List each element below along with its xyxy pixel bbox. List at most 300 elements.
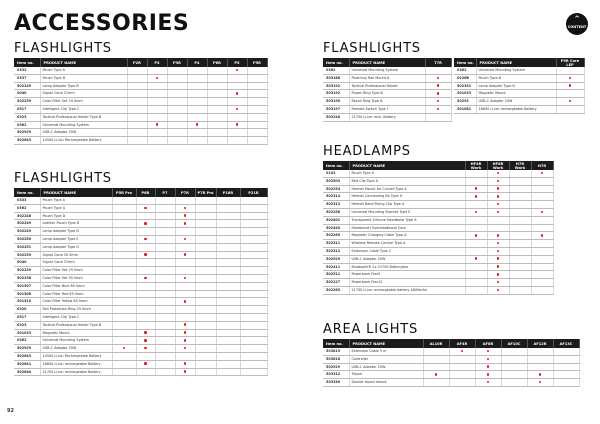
- compatible-dot-icon: [497, 257, 500, 260]
- table-row: [323, 263, 553, 271]
- compatibility-cell: [147, 67, 167, 74]
- compatibility-cell: [175, 243, 195, 251]
- compatibility-cell: [155, 345, 175, 353]
- compatible-dot-icon: [196, 123, 199, 126]
- compatibility-cell: [167, 98, 187, 106]
- content-button-label: CONTENT: [567, 25, 587, 29]
- compatibility-cell: [465, 177, 487, 185]
- table-row: [323, 255, 553, 263]
- table-row: [14, 290, 267, 298]
- item-number: 501507: [14, 282, 40, 290]
- table-row: [14, 137, 267, 145]
- compatible-dot-icon: [497, 242, 500, 245]
- compatibility-cell: [175, 282, 195, 290]
- compatibility-cell: [509, 247, 531, 255]
- compatibility-cell: [195, 197, 216, 204]
- table-header-row: [323, 161, 553, 170]
- compatible-dot-icon: [184, 222, 187, 225]
- compatibility-cell: [449, 363, 475, 371]
- compatibility-cell: [465, 247, 487, 255]
- compatibility-cell: [475, 379, 501, 387]
- compatible-dot-icon: [184, 323, 187, 326]
- compatibility-cell: [531, 224, 553, 232]
- compatibility-cell: [247, 121, 267, 129]
- compatible-dot-icon: [435, 373, 438, 376]
- column-header: HF4R Work: [465, 161, 487, 170]
- compatibility-cell: [175, 267, 195, 275]
- compatible-dot-icon: [144, 253, 147, 256]
- compatibility-cell: [175, 212, 195, 220]
- section-flashlights-3: [323, 40, 452, 122]
- compatibility-cell: [155, 337, 175, 345]
- item-number: 0362: [14, 121, 40, 129]
- item-number: 503248: [323, 113, 349, 121]
- compatibility-cell: [175, 274, 195, 282]
- compatibility-cell: [509, 279, 531, 287]
- compatibility-cell: [531, 185, 553, 193]
- compatibility-cell: [531, 263, 553, 271]
- compatibility-cell: [195, 337, 216, 345]
- product-name: USB-C Adapter 20W: [40, 345, 112, 353]
- item-number: 502263: [323, 286, 349, 294]
- column-header: AF13C: [553, 339, 579, 348]
- compatibility-cell: [240, 235, 267, 243]
- accessory-table: [323, 339, 580, 387]
- item-number: 502239: [14, 267, 40, 275]
- product-name: Pouch Type G: [40, 204, 112, 212]
- compatibility-cell: [195, 352, 216, 360]
- column-header: P3: [147, 58, 167, 67]
- column-header: T7R: [425, 58, 451, 67]
- section-title: AREA LIGHTS: [323, 322, 419, 337]
- product-name: Extension Cable 5 m: [349, 348, 423, 355]
- compatible-dot-icon: [497, 273, 500, 276]
- compatibility-cell: [112, 329, 136, 337]
- compatibility-cell: [195, 368, 216, 376]
- compatibility-cell: [207, 121, 227, 129]
- table-header-row: [14, 188, 267, 197]
- compatible-dot-icon: [123, 347, 126, 350]
- table-row: [14, 251, 267, 259]
- page-number: 92: [7, 408, 14, 414]
- compatibility-cell: [187, 121, 207, 129]
- compatibility-cell: [155, 290, 175, 298]
- compatibility-cell: [487, 208, 509, 216]
- column-header: Item no.: [323, 58, 349, 67]
- table-row: [14, 329, 267, 337]
- compatibility-cell: [449, 371, 475, 379]
- compatibility-cell: [195, 282, 216, 290]
- compatibility-cell: [155, 313, 175, 321]
- section-title: FLASHLIGHTS: [14, 171, 112, 186]
- compatibility-cell: [136, 197, 155, 204]
- table-row: [14, 306, 267, 314]
- accessory-table: [14, 188, 268, 376]
- product-name: Universal Mounting System: [40, 337, 112, 345]
- compatibility-cell: [487, 193, 509, 201]
- compatibility-cell: [216, 197, 240, 204]
- compatible-dot-icon: [184, 253, 187, 256]
- compatible-dot-icon: [539, 381, 542, 384]
- compatibility-cell: [112, 368, 136, 376]
- compatible-dot-icon: [144, 277, 147, 280]
- product-name: 14500 Li-ion Rechargeable Battery: [40, 352, 112, 360]
- compatibility-cell: [195, 329, 216, 337]
- compatibility-cell: [531, 286, 553, 294]
- item-number: 0362: [454, 67, 476, 74]
- table-row: [14, 274, 267, 282]
- compatibility-cell: [216, 345, 240, 353]
- compatibility-cell: [175, 329, 195, 337]
- compatibility-cell: [227, 105, 247, 113]
- product-name: USB-C Adapter 20W: [476, 98, 556, 106]
- compatibility-cell: [531, 193, 553, 201]
- compatibility-cell: [216, 329, 240, 337]
- compatibility-cell: [465, 201, 487, 209]
- compatibility-cell: [112, 274, 136, 282]
- compatible-dot-icon: [184, 207, 187, 210]
- product-name: Tactical Professional Holder: [349, 82, 425, 90]
- compatibility-cell: [195, 290, 216, 298]
- compatible-dot-icon: [156, 77, 159, 80]
- compatibility-cell: [216, 243, 240, 251]
- compatibility-cell: [147, 98, 167, 106]
- compatible-dot-icon: [497, 180, 500, 183]
- compatible-dot-icon: [487, 350, 490, 353]
- compatibility-cell: [207, 113, 227, 121]
- compatibility-cell: [195, 298, 216, 306]
- column-header: P6R: [207, 58, 227, 67]
- compatibility-cell: [247, 90, 267, 98]
- column-header: P6R: [136, 188, 155, 197]
- compatibility-cell: [175, 313, 195, 321]
- compatibility-cell: [240, 298, 267, 306]
- compatibility-cell: [195, 274, 216, 282]
- table-row: [323, 170, 553, 177]
- compatibility-cell: [187, 113, 207, 121]
- accessory-table: [14, 58, 268, 145]
- item-number: 502440: [323, 224, 349, 232]
- compatible-dot-icon: [475, 211, 478, 214]
- table-row: [323, 113, 451, 121]
- compatibility-cell: [175, 298, 195, 306]
- product-name: Magnetic Charging Cable Type A: [349, 232, 465, 240]
- item-number: 502312: [323, 247, 349, 255]
- compatible-dot-icon: [497, 211, 500, 214]
- compatibility-cell: [465, 286, 487, 294]
- section-area-lights: [323, 321, 580, 387]
- compatibility-cell: [207, 74, 227, 82]
- compatibility-cell: [155, 220, 175, 228]
- item-number: 0323: [14, 321, 40, 329]
- table-row: [14, 105, 267, 113]
- table-row: [14, 298, 267, 306]
- product-name: Lamp Adapter Type D: [40, 228, 112, 236]
- table-header-row: [323, 58, 451, 67]
- compatibility-cell: [531, 240, 553, 248]
- compatibility-cell: [240, 251, 267, 259]
- compatibility-cell: [487, 247, 509, 255]
- item-number: 502401: [323, 216, 349, 224]
- item-number: 501081: [454, 105, 476, 113]
- compatibility-cell: [509, 208, 531, 216]
- compatibility-cell: [216, 228, 240, 236]
- compatibility-cell: [136, 345, 155, 353]
- table-row: [323, 247, 553, 255]
- compatibility-cell: [136, 321, 155, 329]
- item-number: 502250: [14, 235, 40, 243]
- product-name: Lamp Adapter Type D: [476, 82, 556, 90]
- compatibility-cell: [155, 298, 175, 306]
- compatibility-cell: [175, 228, 195, 236]
- item-number: 501508: [14, 290, 40, 298]
- compatibility-cell: [531, 271, 553, 279]
- product-name: Tripod: [349, 371, 423, 379]
- item-number: 502313: [323, 201, 349, 209]
- compatibility-cell: [240, 220, 267, 228]
- accessory-table: [323, 161, 554, 295]
- product-name: USB-C Adapter 20W: [349, 363, 423, 371]
- compatible-dot-icon: [144, 347, 147, 350]
- compatibility-cell: [465, 193, 487, 201]
- compatibility-cell: [240, 313, 267, 321]
- compatibility-cell: [155, 321, 175, 329]
- table-row: [14, 121, 267, 129]
- compatible-dot-icon: [497, 203, 500, 206]
- section-flashlights-2: [14, 170, 268, 376]
- compatibility-cell: [155, 368, 175, 376]
- column-header: PRODUCT NAME: [349, 339, 423, 348]
- compatible-dot-icon: [497, 195, 500, 198]
- compatibility-cell: [147, 121, 167, 129]
- compatibility-cell: [136, 352, 155, 360]
- product-name: Pouch Type D: [40, 74, 127, 82]
- compatibility-cell: [449, 379, 475, 387]
- compatibility-cell: [531, 201, 553, 209]
- compatibility-cell: [136, 274, 155, 282]
- product-name: Lamp Adapter Type E: [40, 235, 112, 243]
- compatibility-cell: [425, 74, 451, 82]
- compatibility-cell: [487, 177, 509, 185]
- table-row: [14, 243, 267, 251]
- compatibility-cell: [112, 313, 136, 321]
- compatible-dot-icon: [184, 339, 187, 342]
- compatibility-cell: [112, 235, 136, 243]
- item-number: 502411: [323, 263, 349, 271]
- compatibility-cell: [112, 290, 136, 298]
- compatibility-cell: [195, 259, 216, 267]
- column-header: Item no.: [323, 339, 349, 348]
- item-number: 502929: [323, 255, 349, 263]
- compatibility-cell: [475, 371, 501, 379]
- product-name: 18650 Li-ion rechargeable Battery: [476, 105, 556, 113]
- compatible-dot-icon: [184, 214, 187, 217]
- item-number: 502249: [14, 228, 40, 236]
- item-number: 502127: [323, 279, 349, 287]
- column-header: PRODUCT NAME: [349, 161, 465, 170]
- compatibility-cell: [216, 352, 240, 360]
- table-row: [14, 368, 267, 376]
- compatibility-cell: [487, 271, 509, 279]
- column-header: HF8R Work: [487, 161, 509, 170]
- compatible-dot-icon: [184, 238, 187, 241]
- compatibility-cell: [487, 263, 509, 271]
- item-number: 502239: [14, 98, 40, 106]
- product-name: Recoil Ring Type B: [349, 98, 425, 106]
- compatibility-cell: [240, 212, 267, 220]
- compatibility-cell: [195, 251, 216, 259]
- item-number: 501033: [14, 329, 40, 337]
- compatibility-cell: [240, 306, 267, 314]
- compatibility-cell: [127, 67, 147, 74]
- compatibility-cell: [216, 360, 240, 368]
- compatible-dot-icon: [184, 362, 187, 365]
- item-number: 0040: [14, 90, 40, 98]
- compatible-dot-icon: [497, 234, 500, 237]
- compatibility-cell: [423, 348, 449, 355]
- compatibility-cell: [127, 113, 147, 121]
- table-row: [14, 282, 267, 290]
- compatibility-cell: [449, 355, 475, 363]
- compatibility-cell: [556, 82, 584, 90]
- item-number: 0362: [14, 337, 40, 345]
- item-number: 0320: [14, 306, 40, 314]
- compatibility-cell: [487, 201, 509, 209]
- compatibility-cell: [425, 113, 451, 121]
- item-number: 50292: [454, 98, 476, 106]
- compatibility-cell: [240, 197, 267, 204]
- product-name: 18650 Li-ion rechargeable Battery: [40, 360, 112, 368]
- compatibility-cell: [465, 232, 487, 240]
- compatibility-cell: [155, 329, 175, 337]
- compatibility-cell: [531, 232, 553, 240]
- compatibility-cell: [136, 235, 155, 243]
- product-name: Universal Mounting System: [476, 67, 556, 74]
- compatibility-cell: [187, 90, 207, 98]
- table-header-row: [323, 339, 579, 348]
- compatibility-cell: [216, 259, 240, 267]
- compatibility-cell: [216, 267, 240, 275]
- compatibility-cell: [487, 224, 509, 232]
- section-title: HEADLAMPS: [323, 144, 411, 159]
- compatibility-cell: [247, 129, 267, 137]
- compatibility-cell: [227, 98, 247, 106]
- compatibility-cell: [227, 90, 247, 98]
- table-row: [14, 235, 267, 243]
- compatible-dot-icon: [144, 207, 147, 210]
- compatibility-cell: [240, 329, 267, 337]
- compatibility-cell: [195, 267, 216, 275]
- compatibility-cell: [175, 251, 195, 259]
- compatibility-cell: [147, 137, 167, 145]
- product-name: Extension Cable Type C: [349, 247, 465, 255]
- product-name: Universal Mounting Bracket Type E: [349, 208, 465, 216]
- compatible-dot-icon: [144, 238, 147, 241]
- compatibility-cell: [487, 170, 509, 177]
- compatibility-cell: [227, 82, 247, 90]
- compatibility-cell: [127, 82, 147, 90]
- compatible-dot-icon: [461, 350, 464, 353]
- section-flashlights-4: [454, 58, 585, 114]
- compatibility-cell: [112, 243, 136, 251]
- compatibility-cell: [207, 129, 227, 137]
- compatibility-cell: [240, 267, 267, 275]
- compatibility-cell: [147, 129, 167, 137]
- compatibility-cell: [556, 74, 584, 82]
- compatibility-cell: [147, 74, 167, 82]
- compatibility-cell: [475, 348, 501, 355]
- section-flashlights-1: [14, 40, 268, 145]
- product-name: Color Filter Yellow 85.5mm: [40, 298, 112, 306]
- compatibility-cell: [501, 379, 527, 387]
- compatible-dot-icon: [236, 108, 239, 111]
- compatible-dot-icon: [236, 69, 239, 72]
- compatibility-cell: [175, 360, 195, 368]
- product-name: 14500 Li-Ion Rechargeable Battery: [40, 137, 127, 145]
- compatibility-cell: [167, 121, 187, 129]
- compatibility-cell: [175, 259, 195, 267]
- item-number: 503188: [323, 74, 349, 82]
- compatibility-cell: [240, 352, 267, 360]
- compatibility-cell: [112, 220, 136, 228]
- compatibility-cell: [195, 212, 216, 220]
- compatibility-cell: [509, 263, 531, 271]
- content-button[interactable]: [566, 13, 588, 35]
- compatible-dot-icon: [497, 172, 500, 175]
- compatibility-cell: [175, 352, 195, 360]
- compatibility-cell: [556, 67, 584, 74]
- compatibility-cell: [247, 82, 267, 90]
- compatibility-cell: [227, 121, 247, 129]
- compatibility-cell: [527, 363, 553, 371]
- compatibility-cell: [509, 177, 531, 185]
- compatibility-cell: [136, 368, 155, 376]
- compatibility-cell: [531, 170, 553, 177]
- compatible-dot-icon: [184, 277, 187, 280]
- compatibility-cell: [509, 232, 531, 240]
- compatible-dot-icon: [475, 195, 478, 198]
- compatibility-cell: [247, 98, 267, 106]
- compatibility-cell: [240, 204, 267, 212]
- product-name: Double tripod mount: [349, 379, 423, 387]
- table-row: [323, 379, 579, 387]
- item-number: 502640: [14, 368, 40, 376]
- product-name: Magnetic Mount: [40, 329, 112, 337]
- item-number: 502239: [14, 251, 40, 259]
- compatible-dot-icon: [184, 347, 187, 350]
- compatibility-cell: [556, 105, 584, 113]
- product-name: Intelligent Clip Type C: [40, 105, 127, 113]
- compatibility-cell: [487, 185, 509, 193]
- compatibility-cell: [155, 243, 175, 251]
- product-name: Finger Ring Type B: [349, 90, 425, 98]
- compatibility-cell: [553, 348, 579, 355]
- table-row: [14, 313, 267, 321]
- table-row: [323, 348, 579, 355]
- table-row: [323, 279, 553, 287]
- table-row: [14, 352, 267, 360]
- compatibility-cell: [136, 360, 155, 368]
- compatibility-cell: [207, 105, 227, 113]
- compatibility-cell: [175, 368, 195, 376]
- compatibility-cell: [187, 137, 207, 145]
- item-number: 502249: [14, 220, 40, 228]
- table-row: [454, 82, 584, 90]
- column-header: P4: [187, 58, 207, 67]
- compatibility-cell: [553, 371, 579, 379]
- compatibility-cell: [112, 306, 136, 314]
- compatible-dot-icon: [541, 211, 544, 214]
